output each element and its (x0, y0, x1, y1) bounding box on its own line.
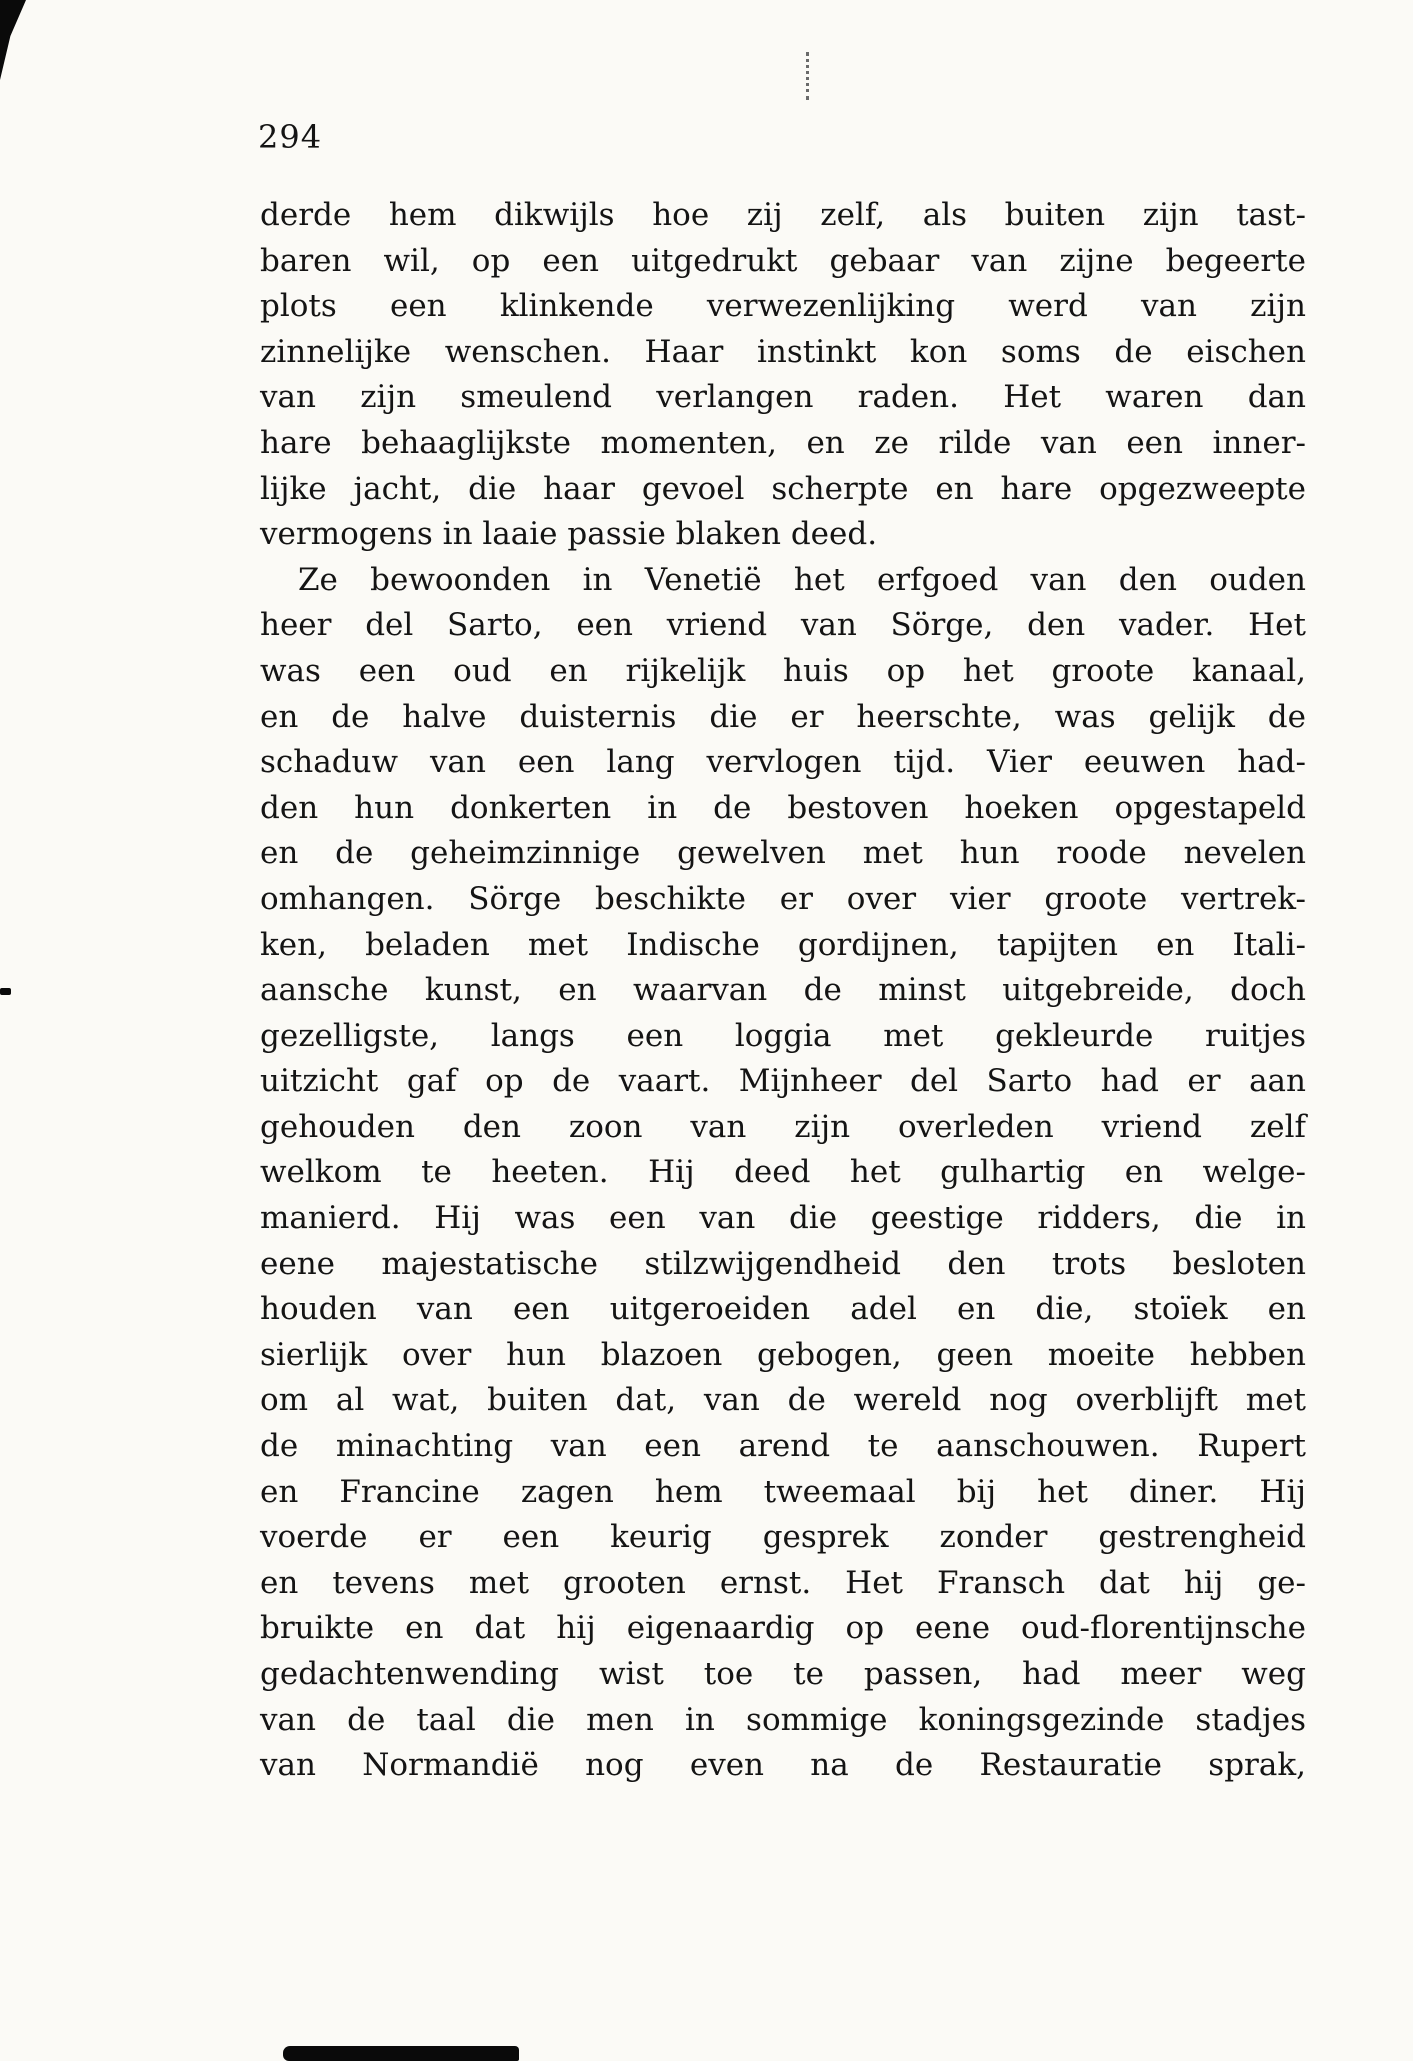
scan-artifact-top-left-blob (0, 0, 26, 80)
text-line: van Normandië nog even na de Restauratie sprak, (260, 1747, 1306, 1784)
text-block (260, 193, 1306, 1789)
scan-artifact-dotted-mark (806, 52, 809, 100)
text-line: de minachting van een arend te aanschouwen. Rupert (260, 1428, 1306, 1465)
scan-artifact-bottom-bar (283, 2046, 519, 2061)
text-line: en tevens met grooten ernst. Het Fransch dat hij ge- (260, 1564, 1306, 1601)
text-line: Ze bewoonden in Venetië het erfgoed van den ouden (298, 561, 1306, 598)
text-line: schaduw van een lang vervlogen tijd. Vier eeuwen had- (260, 744, 1306, 781)
text-line: eene majestatische stilzwijgendheid den trots besloten (260, 1245, 1306, 1282)
text-line: en de halve duisternis die er heerschte, was gelijk de (260, 698, 1306, 735)
text-line: uitzicht gaf op de vaart. Mijnheer del Sarto had er aan (260, 1063, 1306, 1100)
text-line: vermogens in laaie passie blaken deed. (260, 516, 878, 553)
text-line: en Francine zagen hem tweemaal bij het diner. Hij (260, 1473, 1306, 1510)
text-line: zinnelijke wenschen. Haar instinkt kon soms de eischen (260, 333, 1306, 370)
text-line: voerde er een keurig gesprek zonder gestrengheid (260, 1519, 1306, 1556)
text-line: omhangen. Sörge beschikte er over vier groote vertrek- (260, 880, 1306, 917)
text-line: heer del Sarto, een vriend van Sörge, den vader. Het (260, 607, 1306, 644)
text-line: gezelligste, langs een loggia met gekleurde ruitjes (260, 1017, 1306, 1054)
text-line: houden van een uitgeroeiden adel en die, stoïek en (260, 1291, 1306, 1328)
text-line: van de taal die men in sommige koningsgezinde stadjes (260, 1701, 1306, 1738)
text-line: baren wil, op een uitgedrukt gebaar van zijne begeerte (260, 242, 1306, 279)
text-line: manierd. Hij was een van die geestige ridders, die in (260, 1200, 1306, 1237)
text-line: sierlijk over hun blazoen gebogen, geen moeite hebben (260, 1336, 1306, 1373)
text-line: was een oud en rijkelijk huis op het groote kanaal, (260, 652, 1306, 689)
scan-artifact-left-edge-dash (0, 988, 11, 995)
text-line: hare behaaglijkste momenten, en ze rilde van een inner- (260, 424, 1306, 461)
text-line: aansche kunst, en waarvan de minst uitgebreide, doch (260, 972, 1306, 1009)
text-line: lijke jacht, die haar gevoel scherpte en hare opgezweepte (260, 470, 1306, 507)
text-line: ken, beladen met Indische gordijnen, tapijten en Itali- (260, 926, 1306, 963)
page-number: 294 (258, 118, 323, 156)
text-line: plots een klinkende verwezenlijking werd van zijn (260, 288, 1306, 325)
text-line: bruikte en dat hij eigenaardig op eene oud-florentijnsche (260, 1610, 1306, 1647)
text-line: gehouden den zoon van zijn overleden vriend zelf (260, 1108, 1306, 1145)
text-line: van zijn smeulend verlangen raden. Het waren dan (260, 379, 1306, 416)
text-line: den hun donkerten in de bestoven hoeken opgestapeld (260, 789, 1306, 826)
text-line: gedachtenwending wist toe te passen, had meer weg (260, 1656, 1306, 1692)
text-line: welkom te heeten. Hij deed het gulhartig en welge- (260, 1154, 1306, 1191)
text-line: en de geheimzinnige gewelven met hun roode nevelen (260, 835, 1306, 872)
text-line: om al wat, buiten dat, van de wereld nog overblijft met (260, 1382, 1306, 1419)
text-line: derde hem dikwijls hoe zij zelf, als buiten zijn tast- (260, 197, 1306, 233)
